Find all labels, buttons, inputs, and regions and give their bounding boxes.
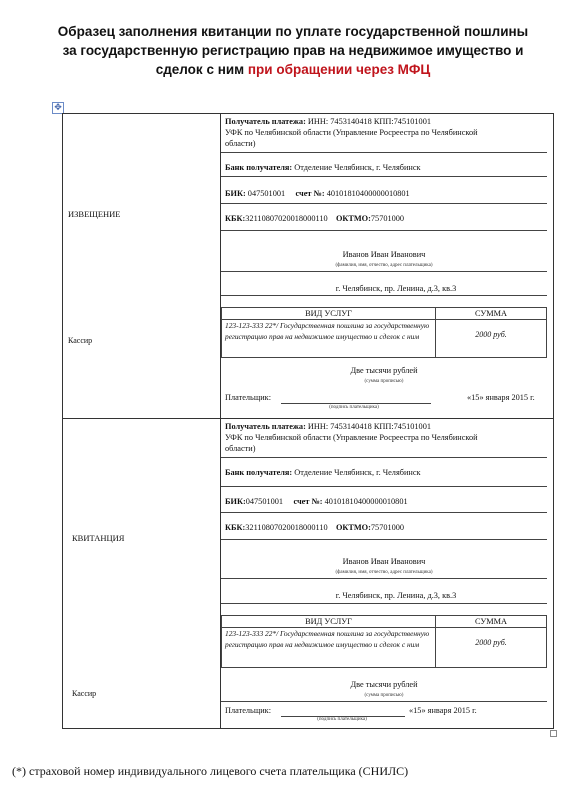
notice-account-label: счет №: bbox=[295, 189, 325, 198]
notice-service-description: 123-123-333 22*/ Государственная пошлина за государственную регистрацию прав на недвижимое имущество и сделок с ним bbox=[225, 321, 430, 341]
receipt-sum-header: СУММА bbox=[474, 617, 508, 626]
notice-recipient-label: Получатель платежа: bbox=[225, 117, 306, 126]
receipt-account-label: счет №: bbox=[293, 497, 323, 506]
receipt-line bbox=[221, 539, 547, 540]
title-line-3 bbox=[0, 60, 586, 79]
receipt-line bbox=[221, 512, 547, 513]
notice-sum-header: СУММА bbox=[474, 309, 508, 318]
notice-line bbox=[221, 152, 547, 153]
notice-oktmo-label: ОКТМО: bbox=[335, 214, 371, 223]
notice-kbk-label: КБК: bbox=[225, 214, 246, 223]
title-line-3-red: при обращении через МФЦ bbox=[247, 62, 431, 77]
receipt-bank bbox=[225, 467, 421, 478]
receipt-line bbox=[221, 701, 547, 702]
notice-recipient-line2: УФК по Челябинской области (Управление Росреестра по Челябинской bbox=[225, 128, 478, 137]
notice-line bbox=[221, 230, 547, 231]
payment-form-table bbox=[62, 113, 554, 729]
notice-sum-words: Две тысячи рублей bbox=[350, 366, 418, 375]
notice-bank bbox=[225, 162, 421, 173]
notice-bank-label: Банк получателя: bbox=[225, 163, 293, 172]
notice-section bbox=[221, 114, 555, 418]
notice-line bbox=[221, 203, 547, 204]
footnote: (*) страховой номер индивидуального лицевого счета плательщика (СНИЛС) bbox=[12, 764, 409, 778]
title-line-2: за государственную регистрацию прав на недвижимое имущество и bbox=[62, 43, 524, 58]
notice-line bbox=[221, 295, 547, 296]
notice-service-header: ВИД УСЛУГ bbox=[305, 309, 352, 318]
notice-sum-value: 2000 руб. bbox=[475, 330, 507, 339]
receipt-payer-caption: (подпись плательщика) bbox=[317, 717, 367, 722]
notice-oktmo-value: 75701000 bbox=[370, 214, 405, 223]
notice-date: «15» января 2015 г. bbox=[467, 393, 535, 402]
table-move-handle-icon[interactable]: ✥ bbox=[52, 102, 64, 114]
receipt-oktmo-label: ОКТМО: bbox=[335, 523, 371, 532]
receipt-recipient-line3: области) bbox=[225, 444, 256, 453]
notice-signature-line bbox=[281, 403, 431, 404]
notice-sum-words-caption: (сумма прописью) bbox=[364, 379, 404, 384]
notice-recipient-value: ИНН: 7453140418 КПП:745101001 bbox=[307, 117, 431, 126]
receipt-payer-name: Иванов Иван Иванович bbox=[342, 557, 426, 566]
receipt-sum-words: Две тысячи рублей bbox=[350, 680, 418, 689]
receipt-sum-words-caption: (сумма прописью) bbox=[364, 693, 404, 698]
receipt-date: «15» января 2015 г. bbox=[409, 706, 477, 715]
receipt-service-description: 123-123-333 22*/ Государственная пошлина за государственную регистрацию прав на недвижимое имущество и сделок с ним bbox=[225, 629, 430, 649]
title-line-1: Образец заполнения квитанции по уплате государственной пошлины bbox=[57, 24, 529, 39]
notice-recipient-line3: области) bbox=[225, 139, 256, 148]
receipt-bank-label: Банк получателя: bbox=[225, 468, 293, 477]
receipt-line bbox=[221, 578, 547, 579]
receipt-label: КВИТАНЦИЯ bbox=[72, 533, 125, 543]
receipt-service-header: ВИД УСЛУГ bbox=[305, 617, 352, 626]
receipt-section bbox=[221, 418, 555, 730]
notice-cashier-label: Кассир bbox=[68, 336, 93, 345]
notice-label: ИЗВЕЩЕНИЕ bbox=[68, 209, 121, 219]
notice-bik-value: 047501001 bbox=[247, 189, 286, 198]
receipt-recipient-value: ИНН: 7453140418 КПП:745101001 bbox=[307, 422, 431, 431]
notice-kbk-row bbox=[225, 213, 404, 224]
receipt-cashier-label: Кассир bbox=[72, 689, 97, 698]
receipt-bik-label: БИК: bbox=[225, 497, 246, 506]
notice-line bbox=[221, 176, 547, 177]
title-line-3-black: сделок с ним bbox=[155, 62, 245, 77]
notice-payer-caption: (подпись плательщика) bbox=[329, 405, 379, 410]
receipt-address: г. Челябинск, пр. Ленина, д.3, кв.3 bbox=[335, 591, 457, 600]
receipt-kbk-row bbox=[225, 522, 404, 533]
notice-bik-row bbox=[225, 188, 410, 199]
receipt-payer-label: Плательщик: bbox=[225, 706, 271, 715]
receipt-line bbox=[221, 457, 547, 458]
notice-account-value: 40101810400000010801 bbox=[326, 189, 410, 198]
receipt-kbk-value: 32110807020018000110 bbox=[245, 523, 328, 532]
receipt-payer-name-caption: (фамилия, имя, отчество, адрес плательщика) bbox=[335, 570, 433, 575]
notice-kbk-value: 32110807020018000110 bbox=[245, 214, 328, 223]
receipt-kbk-label: КБК: bbox=[225, 523, 246, 532]
notice-bik-label: БИК: bbox=[225, 189, 246, 198]
document-title bbox=[0, 22, 586, 79]
notice-service-header-line bbox=[222, 319, 546, 320]
receipt-recipient-label: Получатель платежа: bbox=[225, 422, 306, 431]
receipt-recipient bbox=[225, 421, 431, 432]
receipt-line bbox=[221, 486, 547, 487]
notice-bank-value: Отделение Челябинск, г. Челябинск bbox=[294, 163, 421, 172]
notice-payer-label: Плательщик: bbox=[225, 393, 271, 402]
notice-payer-name: Иванов Иван Иванович bbox=[342, 250, 426, 259]
table-end-marker bbox=[550, 730, 557, 737]
receipt-service-header-line bbox=[222, 627, 546, 628]
notice-payer-name-caption: (фамилия, имя, отчество, адрес плательщика) bbox=[335, 263, 433, 268]
receipt-account-value: 40101810400000010801 bbox=[324, 497, 408, 506]
receipt-recipient-line2: УФК по Челябинской области (Управление Росреестра по Челябинской bbox=[225, 433, 478, 442]
notice-address: г. Челябинск, пр. Ленина, д.3, кв.3 bbox=[335, 284, 457, 293]
notice-line bbox=[221, 271, 547, 272]
receipt-bik-row bbox=[225, 496, 408, 507]
receipt-sum-value: 2000 руб. bbox=[475, 638, 507, 647]
receipt-bank-value: Отделение Челябинск, г. Челябинск bbox=[294, 468, 421, 477]
receipt-line bbox=[221, 603, 547, 604]
receipt-service-table bbox=[221, 615, 547, 668]
notice-service-table bbox=[221, 307, 547, 358]
notice-recipient bbox=[225, 116, 431, 127]
receipt-bik-value: 047501001 bbox=[245, 497, 284, 506]
receipt-oktmo-value: 75701000 bbox=[370, 523, 405, 532]
